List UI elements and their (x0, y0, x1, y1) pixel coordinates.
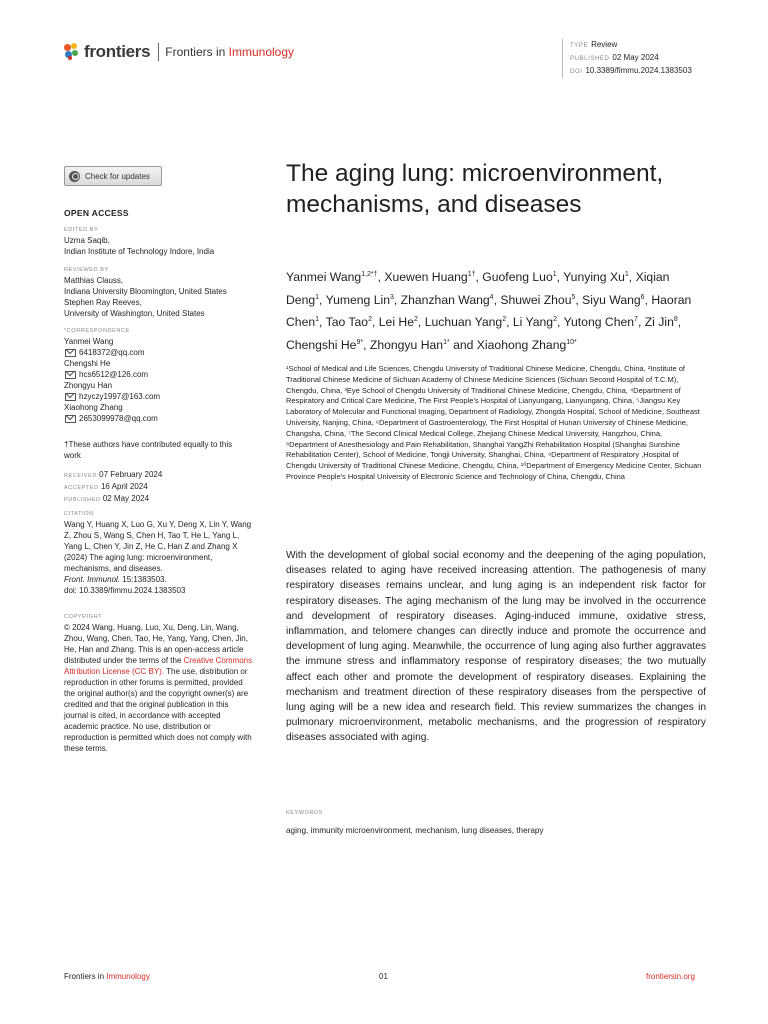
author-name: Zhanzhan Wang (400, 292, 490, 307)
correspondent-name: Chengshi He (64, 359, 111, 368)
check-updates-label: Check for updates (85, 171, 150, 181)
author-sup: 10* (566, 338, 577, 346)
email-row[interactable] (64, 391, 259, 402)
citation-journal: Front. Immunol. (64, 575, 121, 584)
author[interactable] (370, 338, 450, 352)
author[interactable] (582, 293, 644, 307)
author[interactable] (500, 293, 575, 307)
author-name: Zi Jin (644, 315, 674, 330)
doi-label: DOI (570, 69, 583, 75)
copyright-post: The use, distribution or reproduction in other forums is permitted, provided the original author(s) and the copyright owner(s) are credited and that the original publication in this journal is cited, in accordance with accepted academic practice. No use, distribution or reproduction is permitted which does not comply with these terms. (64, 667, 252, 753)
reviewer-line: Matthias Clauss, (64, 276, 124, 285)
author[interactable] (477, 338, 577, 352)
received-label: RECEIVED (64, 473, 97, 479)
footer-site-link[interactable] (646, 972, 695, 981)
check-updates-button[interactable] (64, 166, 162, 186)
copyright-section (64, 613, 254, 754)
author-sup: 1* (443, 338, 450, 346)
footer-journal[interactable] (64, 972, 150, 981)
email-row[interactable] (64, 369, 259, 380)
author-name: Yunying Xu (563, 270, 625, 285)
type-value: Review (591, 40, 618, 49)
published-label: PUBLISHED (570, 56, 610, 62)
abstract: With the development of global social economy and the deepening of the aging population, diseases related to aging have received increasing attention. The pathogenesis of many respiratory diseases remains unclear, and lung aging is an independent risk factor for respiratory diseases. The aging mechanism of the lung may be involved in the occurrence and development of respiratory diseases. Aging-induced immune, oxidative stress, inflammation, and telomere changes can directly induce and promote the occurrence and development of lung aging. Meanwhile, the occurrence of lung aging also further aggravates the immune stress and inflammatory response of respiratory diseases; the two mutually affect each other and promote the development of respiratory diseases. Explaining the mechanism and treatment direction of these respiratory diseases from the perspective of lung aging will be a new idea and research field. This review summarizes the changes in pulmonary microenvironment, metabolic mechanisms, and the progression of respiratory diseases associated with aging. (286, 550, 706, 744)
journal-prefix: Frontiers in (165, 45, 226, 59)
copyright-pre: © 2024 Wang, Huang, Luo, Xu, Deng, Lin, Wang, Zhou, Wang, Chen, Tao, He, Yang, Yang, Chen, Jin, He, Han and Zhang. This is an open-access article distributed under the terms of the (64, 623, 248, 665)
open-access (64, 208, 259, 219)
author[interactable] (326, 315, 372, 329)
author-name: Shuwei Zhou (500, 292, 572, 307)
keywords-label: KEYWORDS (286, 810, 323, 816)
accepted-label: ACCEPTED (64, 485, 99, 491)
author-sup: 1 (315, 316, 320, 324)
author-name: Yutong Chen (563, 315, 635, 330)
citation-section (64, 510, 254, 596)
journal-header (64, 42, 294, 62)
author-name: Siyu Wang (582, 292, 641, 307)
author-sup: 2 (414, 316, 418, 324)
author[interactable] (425, 315, 506, 329)
envelope-icon (65, 349, 76, 357)
dates-section (64, 469, 259, 505)
correspondence-section (64, 327, 259, 424)
journal-name: Immunology (228, 45, 295, 59)
email-row[interactable] (64, 347, 259, 358)
author-sup: 2 (553, 316, 557, 324)
license-link[interactable]: Creative Commons Attribution License (CC BY). (64, 656, 253, 676)
received-value: 07 February 2024 (99, 470, 163, 479)
footer-journal-prefix: Frontiers in (64, 972, 105, 981)
author[interactable] (564, 315, 638, 329)
accepted-value: 16 April 2024 (100, 482, 148, 491)
doi-value[interactable]: 10.3389/fimmu.2024.1383503 (585, 66, 692, 75)
author-sup: 1 (624, 271, 629, 278)
keywords: aging, immunity microenvironment, mechanism, lung diseases, therapy (286, 826, 544, 835)
published-label: PUBLISHED (64, 497, 101, 503)
author-sup: 3 (389, 293, 394, 301)
email-address[interactable]: 2653099978@qq.com (79, 414, 158, 423)
author[interactable] (482, 270, 556, 284)
author-name: Yumeng Lin (325, 292, 390, 307)
frontiers-logo-icon (64, 43, 80, 61)
author-list: Yanmei Wang$^{1,2*\dagger}$, Xuewen Huang$^{1\dagger}$, Guofeng Luo$^1$, Yunying Xu$^1$, Xiqian Deng$^1$, Yumeng Lin$^3$, Zhanzhan Wang$^4$, Shuwei Zhou$^5$, Siyu Wang$^6$, Haoran Chen$^1$, Tao Tao$^2$, Lei He$^2$, Luchuan Yang$^2$, Li Yang$^2$, Yutong Chen$^7$, Zi Jin$^8$, Chengshi $He^{9*}$, Zhongyu Han$^{1*}$ and Xiaohong Zhang$^{10*}$ (286, 270, 692, 352)
email-address[interactable]: 6418372@qq.com (79, 348, 145, 357)
author[interactable] (384, 270, 475, 284)
author[interactable] (645, 315, 678, 329)
editor-affiliation: Indian Institute of Technology Indore, India (64, 247, 215, 256)
author[interactable] (326, 293, 394, 307)
brand-name: frontiers (84, 42, 151, 61)
open-access-label: OPEN ACCESS (64, 208, 129, 218)
correspondent-name: Yanmei Wang (64, 337, 114, 346)
author-sup: 6 (640, 293, 645, 301)
author-name: Guofeng Luo (482, 270, 553, 285)
author-name: Xuewen Huang (384, 270, 468, 285)
email-row[interactable] (64, 413, 259, 424)
author-sup: 1 (315, 293, 320, 301)
author-name: Yanmei Wang (286, 270, 362, 285)
author[interactable] (563, 270, 629, 284)
author-sup: 1 (552, 271, 557, 278)
footer-journal-name: Immunology (106, 972, 150, 981)
author-name: Haoran Chen (286, 292, 692, 330)
citation-text: Wang Y, Huang X, Luo G, Xu Y, Deng X, Lin Y, Wang Z, Zhou S, Wang S, Chen H, Tao T, He L, Yang L, Yang L, Chen Y, Jin Z, He C, Han Z and Zhang X (2024) The aging lung: microenvironment, mechanisms, and diseases. (64, 520, 252, 573)
citation-doi[interactable]: doi: 10.3389/fimmu.2024.1383503 (64, 586, 186, 595)
check-updates-icon (69, 171, 80, 182)
author[interactable] (513, 315, 557, 329)
copyright-text (64, 622, 254, 754)
footer-site[interactable]: frontiersin.org (646, 972, 695, 981)
author-sup: 1,2*† (361, 271, 378, 278)
author-name: Xiqian Deng (286, 270, 670, 307)
article-meta (562, 39, 692, 78)
envelope-icon (65, 415, 76, 423)
published-value: 02 May 2024 (102, 494, 150, 503)
correspondence-label: *CORRESPONDENCE (64, 328, 130, 334)
email-address[interactable]: hzyczy1997@163.com (79, 392, 161, 401)
envelope-icon (65, 393, 76, 401)
author[interactable] (379, 315, 418, 329)
type-label: TYPE (570, 43, 589, 49)
author-sup: 1† (467, 271, 476, 278)
equal-contribution-note: †These authors have contributed equally to this work (64, 440, 233, 460)
author[interactable] (401, 293, 494, 307)
author[interactable] (286, 270, 378, 284)
author-sup: 2 (502, 316, 507, 324)
author-sup: 2 (368, 316, 372, 324)
email-address[interactable]: hcs6512@126.com (79, 370, 149, 379)
edited-by-section (64, 226, 259, 257)
author-sup: 4 (489, 293, 494, 301)
envelope-icon (65, 371, 76, 379)
correspondent-name: Xiaohong Zhang (64, 403, 123, 412)
article-title: The aging lung: microenvironment, mechanisms, and diseases (286, 160, 664, 218)
author-name: Lei He (378, 315, 414, 330)
reviewed-by-section (64, 266, 259, 319)
author-sup: 7 (634, 316, 638, 324)
reviewer-line: Indiana University Bloomington, United States (64, 287, 227, 296)
citation-label: CITATION (64, 511, 94, 517)
author[interactable] (286, 338, 363, 352)
reviewed-by-label: REVIEWED BY (64, 267, 109, 273)
author-name: Chengshi He (286, 337, 357, 352)
published-value: 02 May 2024 (612, 53, 659, 62)
edited-by-label: EDITED BY (64, 227, 99, 233)
reviewer-line: University of Washington, United States (64, 309, 205, 318)
author-sup: 8 (673, 316, 678, 324)
journal-title[interactable] (165, 45, 294, 59)
author-sup: 9* (356, 338, 364, 346)
author-sup: 5 (571, 293, 576, 301)
author-name: Xiaohong Zhang (476, 337, 567, 352)
page-number: 01 (379, 972, 388, 981)
author-name: Li Yang (512, 315, 554, 330)
author-name: Luchuan Yang (424, 315, 503, 330)
reviewer-line: Stephen Ray Reeves, (64, 298, 142, 307)
correspondent-name: Zhongyu Han (64, 381, 113, 390)
citation-volume: 15:1383503. (120, 575, 167, 584)
header-divider (158, 43, 159, 61)
affiliations: ¹School of Medical and Life Sciences, Chengdu University of Traditional Chinese Medicine, Chengdu, China, ²Institute of Traditional Chinese Medicine of Sichuan Academy of Chinese Medicine Sciences (Sichuan Second Hospital of T.C.M), Chengdu, China, ³Eye School of Chengdu University of Traditional Chinese Medicine, Chengdu, China, ⁴Department of Respiratory and Critical Care Medicine, The First People's Hospital of Lianyungang, Lianyungang, China, ⁵Jiangsu Key Laboratory of Molecular and Functional Imaging, Department of Radiology, Zhongda Hospital, School of Medicine, Southeast University, Nanjing, China, ⁶Department of Gastroenterology, The First Hospital of Hunan University of Chinese Medicine, Changsha, China, ⁷The Second Clinical Medical College, Zhejiang Chinese Medical University, Hangzhou, China, ⁸Department of Anesthesiology and Pain Rehabilitation, Shanghai YangZhi Rehabilitation Hospital (Shanghai Sunshine Rehabilitation Center), School of Medicine, Tongji University, Shanghai, China, ⁹Department of Respiratory ,Hospital of Chengdu University of Traditional Chinese Medicine, Chengdu, China, ¹⁰Department of Emergency Medicine Center, Sichuan Province People's Hospital University of Electronic Science and Technology of China, Chengdu, China (286, 364, 702, 481)
editor-name: Uzma Saqib, (64, 236, 110, 245)
author-name: Zhongyu Han (369, 337, 444, 352)
copyright-label: COPYRIGHT (64, 614, 103, 620)
author-name: Tao Tao (325, 315, 369, 330)
